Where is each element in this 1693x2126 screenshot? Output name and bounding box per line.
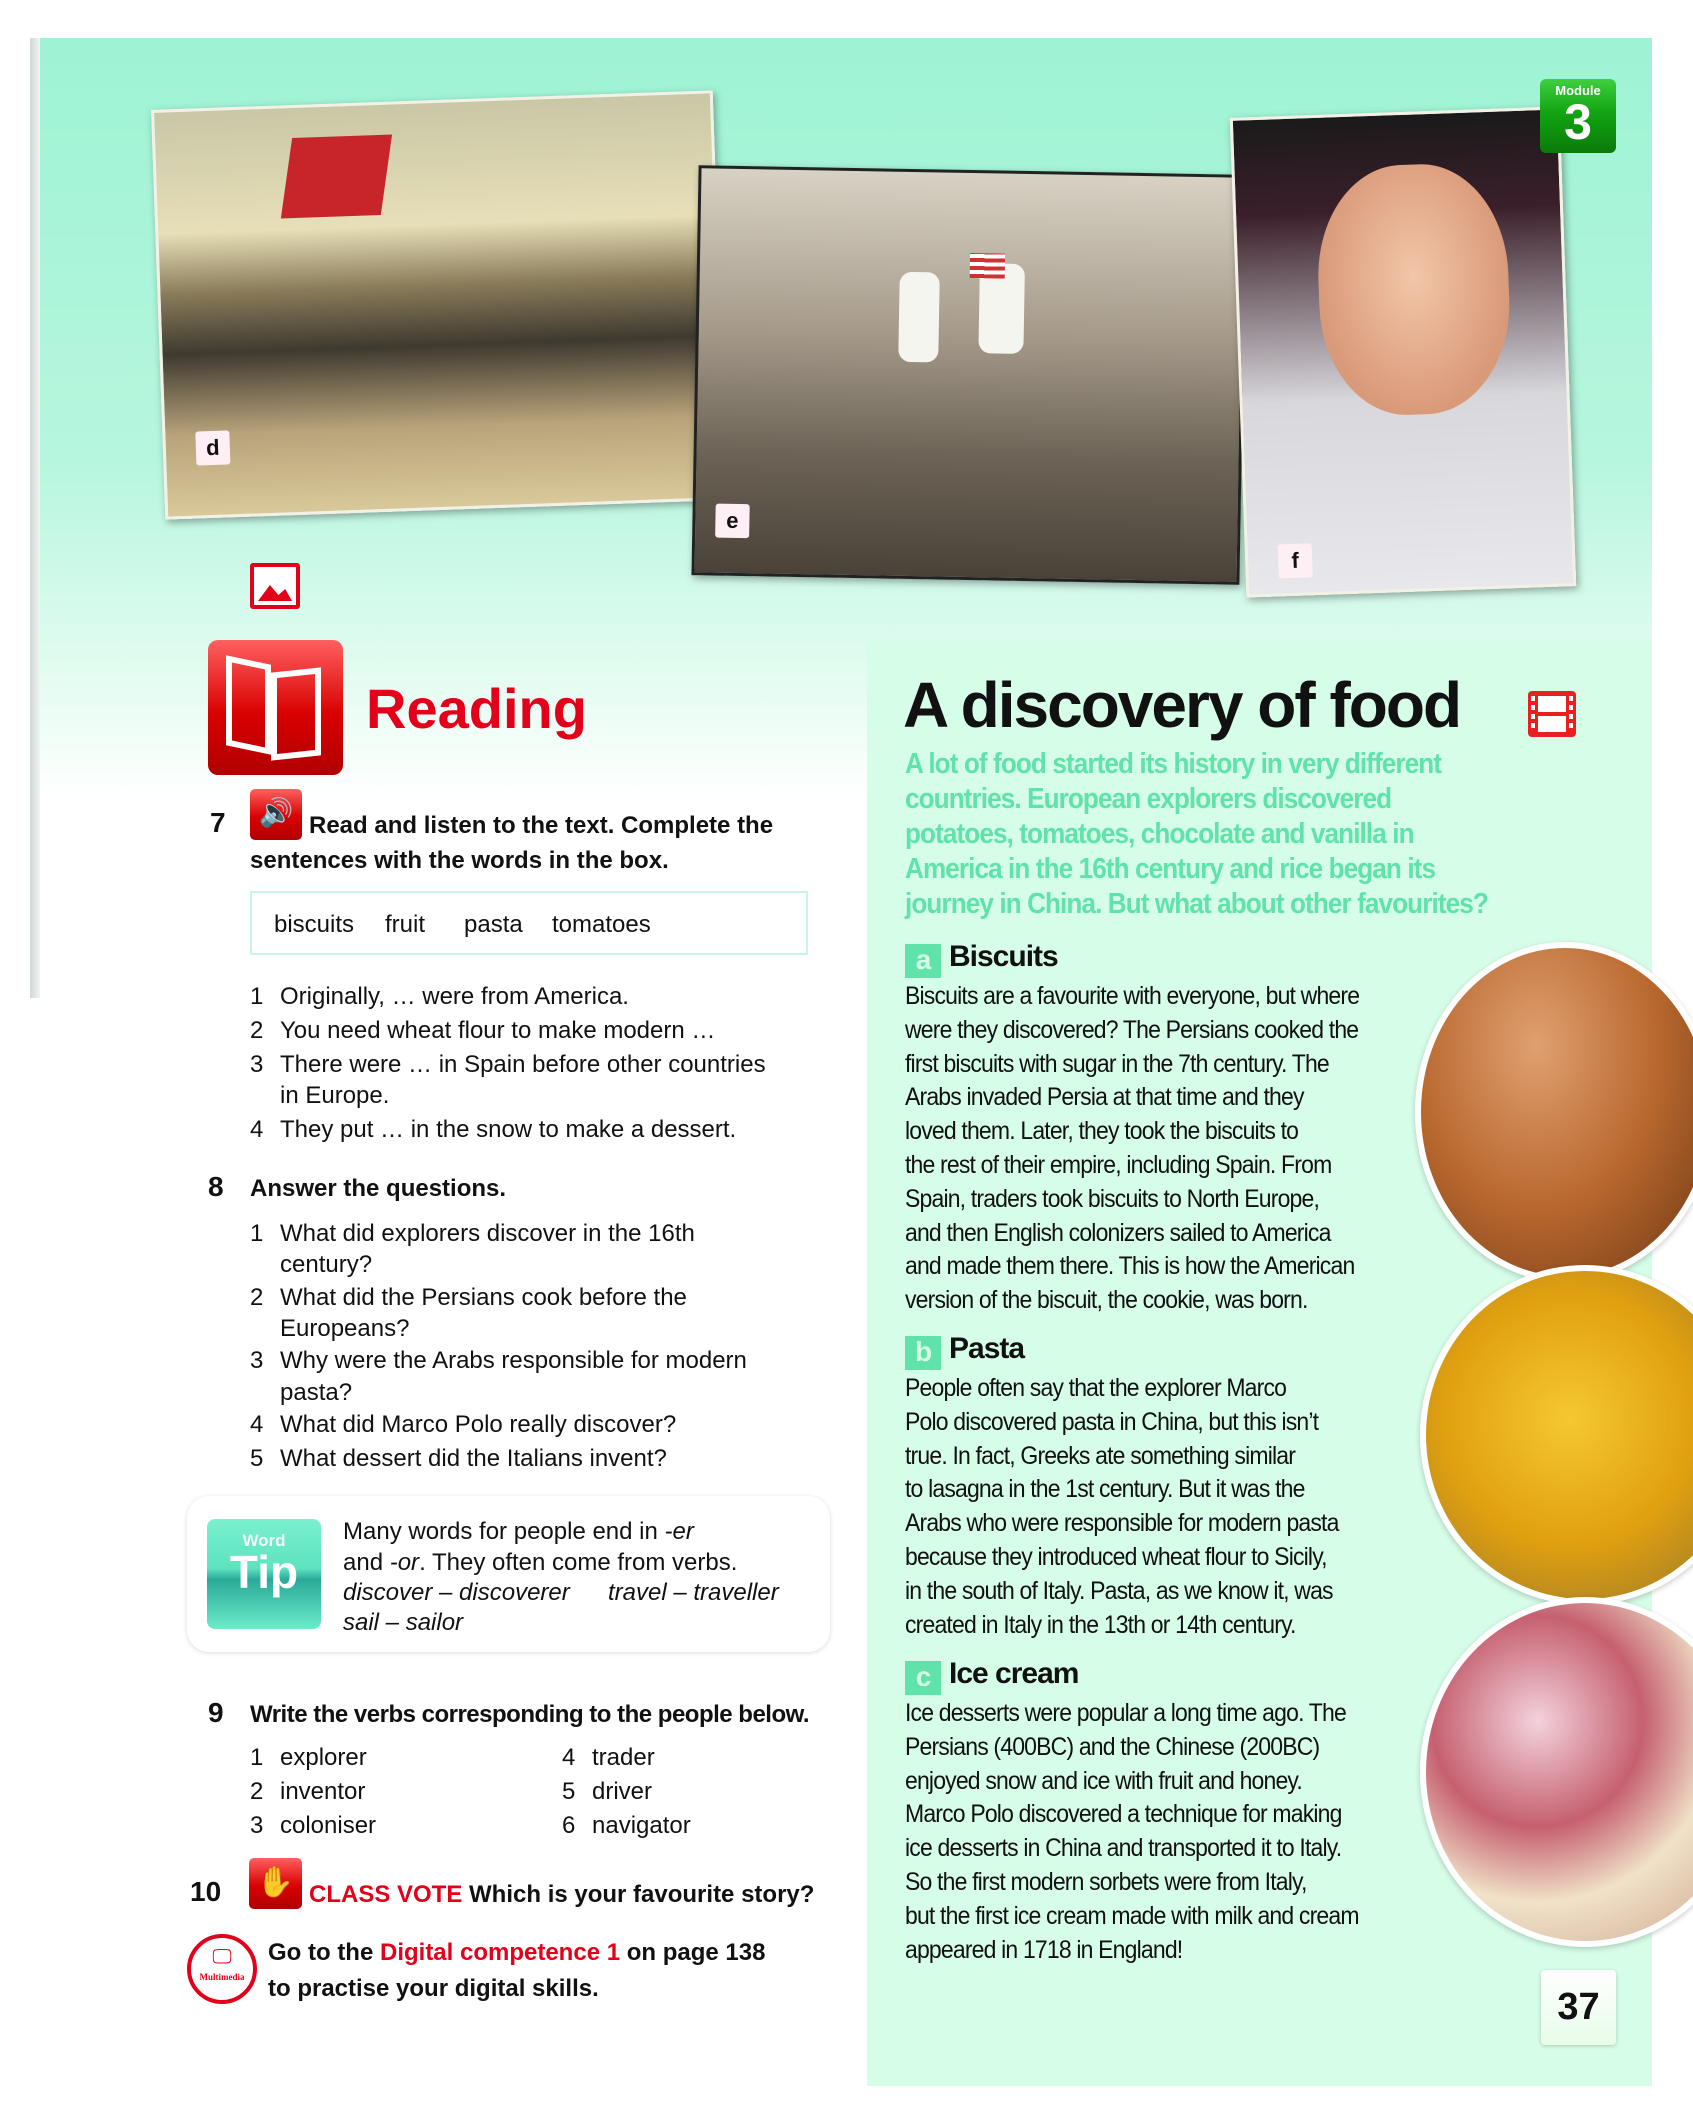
ex9-item-word: navigator: [592, 1812, 691, 1839]
word-tip-badge-main: Tip: [229, 1546, 299, 1598]
tip-suffix: -or: [389, 1549, 420, 1576]
article-line: true. In fact, Greeks ate something similar: [905, 1441, 1296, 1470]
ex8-item-text: What did Marco Polo really discover?: [280, 1411, 677, 1438]
digital-text: on page 138: [620, 1939, 766, 1966]
article-line: and then English colonizers sailed to America: [905, 1218, 1331, 1247]
intro-line: potatoes, tomatoes, chocolate and vanilla in: [905, 818, 1414, 850]
ex7-item-number: 3: [250, 1051, 264, 1078]
class-vote-label: CLASS VOTE: [309, 1881, 463, 1908]
ex9-item-number: 5: [562, 1778, 576, 1805]
ex8-item-number: 5: [250, 1445, 264, 1472]
article-line: loved them. Later, they took the biscuits to: [905, 1117, 1299, 1146]
page-number-box: 37: [1541, 1970, 1616, 2045]
article-line: because they introduced wheat flour to Sicily,: [905, 1543, 1327, 1571]
article-line: in the south of Italy. Pasta, as we know it, was: [905, 1576, 1333, 1605]
article-line: the rest of their empire, including Spain. From: [905, 1151, 1332, 1179]
section-heading: [905, 1657, 1078, 1695]
tip-suffix: -er: [664, 1518, 694, 1545]
exercise-9-instruction: Write the verbs corresponding to the people below.: [250, 1701, 810, 1728]
ex9-item-word: explorer: [280, 1744, 367, 1771]
exercise-8-number: 8: [208, 1171, 224, 1202]
section-title: Biscuits: [949, 940, 1058, 973]
article-line: So the first modern sorbets were from Italy,: [905, 1868, 1307, 1896]
photo-label-e: e: [715, 504, 750, 539]
ex8-item-text: What did the Persians cook before the: [280, 1284, 687, 1311]
photo-label-f: f: [1278, 543, 1313, 578]
ex8-item-text: Europeans?: [280, 1315, 410, 1342]
ex7-item-text: They put … in the snow to make a dessert.: [280, 1116, 737, 1143]
article-line: created in Italy in the 13th or 14th century.: [905, 1610, 1296, 1639]
tip-text: . They often come from verbs.: [419, 1549, 738, 1576]
exercise-7-number: 7: [210, 807, 226, 838]
photo-e-moon-landing: [691, 165, 1246, 585]
word-tip-badge: [207, 1519, 321, 1629]
raised-hand-icon: ✋: [249, 1858, 302, 1909]
digital-competence-line-1: [268, 1939, 765, 1967]
module-badge: [1540, 79, 1616, 153]
word-tip-badge-top: Word: [242, 1531, 286, 1550]
article-line: Ice desserts were popular a long time ago. The: [905, 1699, 1346, 1727]
multimedia-seal-icon: 🖵 Multimedia: [187, 1934, 257, 2004]
tip-example: sail – sailor: [343, 1609, 464, 1636]
exercise-8-instruction: Answer the questions.: [250, 1175, 507, 1202]
article-line: and made them there. This is how the American: [905, 1252, 1355, 1281]
digital-text: Go to the: [268, 1939, 380, 1966]
ex7-item-number: 1: [250, 983, 264, 1010]
section-letter: a: [905, 944, 941, 978]
article-line: first biscuits with sugar in the 7th century. The: [905, 1049, 1329, 1078]
ex8-item-number: 2: [250, 1284, 264, 1311]
article-line: People often say that the explorer Marco: [905, 1374, 1287, 1402]
article-line: Polo discovered pasta in China, but this isn’t: [905, 1407, 1319, 1436]
face: [1315, 161, 1514, 417]
ex8-item-text: Why were the Arabs responsible for modern: [280, 1347, 747, 1374]
word-box-item: tomatoes: [552, 911, 651, 938]
article-line: enjoyed snow and ice with fruit and honey.: [905, 1766, 1302, 1795]
photo-d-colonists-painting: [151, 90, 727, 519]
photo-label-d: d: [195, 430, 230, 465]
ex7-item-text: in Europe.: [280, 1082, 390, 1109]
ex8-item-text: What dessert did the Italians invent?: [280, 1445, 667, 1472]
article-line: to lasagna in the 1st century. But it was the: [905, 1475, 1305, 1504]
ex8-item-number: 1: [250, 1220, 264, 1247]
article-line: Biscuits are a favourite with everyone, but where: [905, 982, 1360, 1010]
article-line: Spain, traders took biscuits to North Europe,: [905, 1184, 1320, 1213]
intro-line: America in the 16th century and rice began its: [905, 853, 1436, 885]
word-box-item: fruit: [385, 911, 426, 938]
exercise-7-instruction: Read and listen to the text. Complete the: [309, 812, 774, 839]
class-vote-question: Which is your favourite story?: [469, 1881, 815, 1908]
word-box-item: pasta: [464, 911, 523, 938]
ex8-item-number: 3: [250, 1347, 264, 1374]
module-number: 3: [1564, 94, 1592, 150]
ex9-item-number: 2: [250, 1778, 264, 1805]
ex9-item-word: trader: [592, 1744, 655, 1771]
article-line: Marco Polo discovered a technique for making: [905, 1800, 1342, 1829]
ex7-item-number: 2: [250, 1017, 264, 1044]
word-box: [250, 891, 808, 955]
intro-line: journey in China. But what about other favourites?: [905, 888, 1488, 920]
us-flag: [970, 253, 1005, 279]
ex7-item-text: Originally, … were from America.: [280, 983, 629, 1010]
ex9-item-word: driver: [592, 1778, 653, 1805]
ex9-item-number: 6: [562, 1812, 576, 1839]
tip-line-2: [343, 1549, 737, 1577]
section-heading: [905, 1332, 1024, 1370]
photo-f-richard-branson: [1230, 106, 1577, 597]
video-film-icon[interactable]: [1528, 691, 1576, 737]
intro-line: countries. European explorers discovered: [905, 783, 1392, 815]
exercise-7-instruction: sentences with the words in the box.: [250, 847, 669, 874]
section-title: Pasta: [949, 1332, 1025, 1365]
section-title: Ice cream: [949, 1657, 1079, 1690]
tip-example: discover – discoverer: [343, 1579, 570, 1606]
astronaut: [898, 272, 940, 363]
exercise-10-number: 10: [190, 1876, 222, 1907]
ex9-item-word: coloniser: [280, 1812, 377, 1839]
ex7-item-text: There were … in Spain before other countries: [280, 1051, 766, 1078]
ex9-item-word: inventor: [280, 1778, 366, 1805]
article-title: A discovery of food: [903, 669, 1461, 741]
red-flag: [281, 135, 392, 219]
ex8-item-number: 4: [250, 1411, 264, 1438]
article-line: but the first ice cream made with milk and cream: [905, 1901, 1359, 1930]
seal-text: Multimedia: [199, 1972, 245, 1982]
reading-title: Reading: [366, 677, 587, 740]
image-gallery-icon[interactable]: [250, 563, 300, 609]
article-line: Arabs invaded Persia at that time and they: [905, 1083, 1304, 1112]
word-box-item: biscuits: [274, 911, 355, 938]
exercise-9-number: 9: [208, 1697, 224, 1728]
ex8-item-text: What did explorers discover in the 16th: [280, 1220, 695, 1247]
digital-competence-link[interactable]: Digital competence 1: [379, 1939, 621, 1966]
module-label: Module: [1555, 83, 1601, 98]
ex8-item-text: century?: [280, 1251, 373, 1278]
article-line: version of the biscuit, the cookie, was born.: [905, 1286, 1308, 1315]
audio-speaker-icon[interactable]: 🔊: [250, 789, 302, 840]
section-letter: b: [905, 1336, 941, 1370]
article-line: Arabs who were responsible for modern pasta: [905, 1509, 1339, 1538]
ex9-item-number: 4: [562, 1744, 576, 1771]
tip-text: Many words for people end in: [343, 1518, 665, 1545]
tip-example: travel – traveller: [608, 1579, 779, 1606]
ex9-item-number: 3: [250, 1812, 264, 1839]
class-vote-line: [309, 1881, 814, 1909]
article-line: appeared in 1718 in England!: [905, 1935, 1183, 1964]
ex9-item-number: 1: [250, 1744, 264, 1771]
ex7-item-text: You need wheat flour to make modern …: [280, 1017, 716, 1044]
reading-book-icon: [208, 640, 343, 775]
digital-competence-line-2: to practise your digital skills.: [268, 1975, 599, 2002]
section-letter: c: [905, 1661, 941, 1695]
ex8-item-text: pasta?: [280, 1379, 353, 1406]
article-line: ice desserts in China and transported it to Italy.: [905, 1834, 1342, 1863]
intro-line: A lot of food started its history in very different: [905, 748, 1442, 780]
tip-line-1: [343, 1518, 694, 1546]
ex7-item-number: 4: [250, 1116, 264, 1143]
tip-text: and: [343, 1549, 390, 1576]
section-heading: [905, 940, 1058, 978]
article-line: were they discovered? The Persians cooked the: [905, 1015, 1359, 1044]
article-line: Persians (400BC) and the Chinese (200BC): [905, 1732, 1320, 1761]
